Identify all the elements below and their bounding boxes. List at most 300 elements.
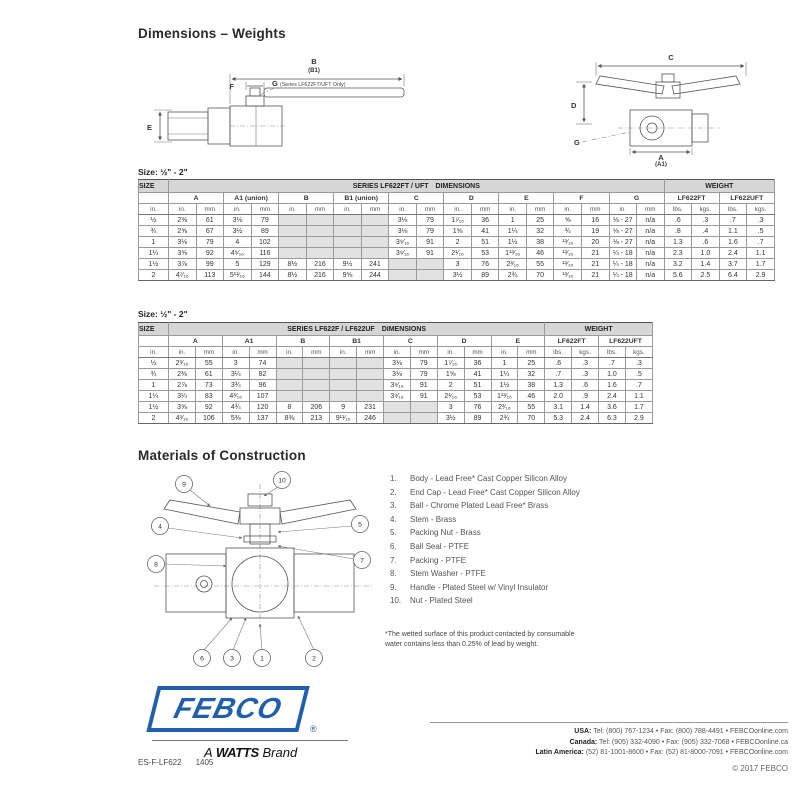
table-cell: 8: [276, 402, 303, 413]
table-header-cell: LF622FT: [664, 193, 719, 204]
table-cell: [303, 380, 330, 391]
table-cell: 3: [222, 358, 249, 369]
dimensions-table-lf622ft-uft: [138, 179, 775, 281]
table-cell: [279, 248, 307, 259]
table-cell: [416, 270, 444, 281]
table-cell: 1⅝: [437, 369, 464, 380]
table-header-cell: B1 (union): [334, 193, 389, 204]
table-cell: ½: [139, 215, 169, 226]
dim-label-g2: G: [574, 138, 580, 147]
table-cell: 2.5: [692, 270, 720, 281]
table-header-cell: kgs.: [692, 204, 720, 215]
table-cell: 21: [581, 270, 609, 281]
table-cell: 19: [581, 226, 609, 237]
table-cell: [361, 215, 389, 226]
table-cell: 2.4: [572, 413, 599, 424]
table-cell: 6.3: [599, 413, 626, 424]
table-cell: 1¼: [139, 391, 169, 402]
material-text: Ball Seal - PTFE: [410, 541, 470, 551]
table-cell: n/a: [637, 270, 665, 281]
table-header-cell: F: [554, 193, 609, 204]
table-cell: 2³⁄₁₆: [491, 402, 518, 413]
table-cell: 67: [196, 226, 224, 237]
table-cell: 3.2: [664, 259, 692, 270]
table-cell: 3½: [444, 270, 472, 281]
table-header-cell: lbs.: [599, 347, 626, 358]
table-cell: 89: [464, 413, 491, 424]
materials-list: [390, 472, 680, 608]
table-header-cell: G: [609, 193, 664, 204]
table-cell: 79: [416, 226, 444, 237]
table-cell: 2.4: [719, 248, 747, 259]
table-header-cell: SIZE: [139, 323, 169, 336]
material-text: Packing Nut - Brass: [410, 528, 481, 538]
table-cell: 36: [464, 358, 491, 369]
table-header-cell: in.: [139, 347, 169, 358]
dimensions-table: [138, 322, 653, 424]
table-cell: 1¹³⁄₁₆: [491, 391, 518, 402]
doc-revision: 1405: [195, 758, 214, 767]
table-cell: [303, 358, 330, 369]
table-cell: 4¾: [222, 402, 249, 413]
table-cell: 16: [581, 215, 609, 226]
table-cell: 1⁷⁄₁₆: [437, 358, 464, 369]
table-cell: 1⁷⁄₁₆: [444, 215, 472, 226]
table-cell: [276, 358, 303, 369]
table-cell: 36: [471, 215, 499, 226]
table-cell: 2¹⁄₁₆: [444, 248, 472, 259]
table-cell: 32: [526, 226, 554, 237]
table-cell: 3: [444, 259, 472, 270]
table-cell: 2⅞: [169, 380, 196, 391]
tagline-watts: WATTS: [215, 745, 259, 760]
logo-divider: [152, 740, 348, 741]
table-cell: .9: [572, 391, 599, 402]
table-cell: 79: [410, 358, 437, 369]
callout-4: 4: [158, 523, 162, 531]
table-header-cell: lbs.: [664, 204, 692, 215]
table-cell: 82: [249, 369, 276, 380]
table-cell: .5: [747, 226, 775, 237]
material-number: 4.: [390, 514, 397, 524]
tagline-a: A: [204, 745, 213, 760]
table-cell: 92: [196, 248, 224, 259]
table-cell: 76: [471, 259, 499, 270]
table-header-cell: D: [437, 336, 491, 347]
table-header-cell: in.: [499, 204, 527, 215]
table-header-cell: mm: [471, 204, 499, 215]
list-item: [390, 567, 680, 581]
material-text: Packing - PTFE: [410, 555, 467, 565]
table-cell: [334, 248, 362, 259]
footer-contact-block: [390, 727, 788, 774]
table-cell: 1: [491, 358, 518, 369]
table-header-cell: A: [169, 193, 224, 204]
table-cell: 5.6: [664, 270, 692, 281]
material-text: Ball - Chrome Plated Lead Free* Brass: [410, 501, 549, 511]
copyright-text: © 2017 FEBCO: [732, 763, 788, 773]
material-number: 8.: [390, 569, 397, 579]
table-cell: [334, 237, 362, 248]
table-cell: 21: [581, 248, 609, 259]
list-item: [390, 581, 680, 595]
table-cell: 1¼: [491, 369, 518, 380]
table-cell: 79: [196, 237, 224, 248]
table-cell: 53: [471, 248, 499, 259]
list-item: [390, 540, 680, 554]
table-cell: 8⅜: [276, 413, 303, 424]
table-cell: 51: [471, 237, 499, 248]
table-cell: [410, 413, 437, 424]
table-cell: [330, 380, 357, 391]
dim-label-b1: (B1): [308, 68, 320, 74]
material-text: End Cap - Lead Free* Cast Copper Silicon Alloy: [410, 487, 580, 497]
table-header-cell: mm: [195, 347, 222, 358]
table-cell: 213: [303, 413, 330, 424]
table-cell: .7: [625, 380, 652, 391]
table-cell: [416, 259, 444, 270]
table-row: [139, 369, 653, 380]
dim-label-a1: (A1): [655, 162, 667, 167]
table-cell: [306, 226, 334, 237]
table-header-cell: E: [499, 193, 554, 204]
table-cell: 46: [518, 391, 545, 402]
table-cell: 2.4: [599, 391, 626, 402]
table-cell: 116: [251, 248, 279, 259]
table-cell: .7: [599, 358, 626, 369]
table-header-cell: kgs.: [625, 347, 652, 358]
table-cell: ⅝: [554, 215, 582, 226]
material-number: 10.: [390, 596, 402, 606]
table-cell: 38: [518, 380, 545, 391]
table-cell: 1.6: [599, 380, 626, 391]
page-title: Dimensions – Weights: [138, 26, 286, 41]
table-cell: 1.1: [719, 226, 747, 237]
table-cell: 2.9: [747, 270, 775, 281]
table-cell: 46: [526, 248, 554, 259]
table-header-cell: mm: [357, 347, 384, 358]
footer-line-latin-america: [390, 748, 788, 759]
table-header-cell: mm: [306, 204, 334, 215]
table-cell: n/a: [637, 259, 665, 270]
table-cell: 2¾: [499, 270, 527, 281]
table-cell: [389, 270, 417, 281]
table-cell: 8½: [279, 270, 307, 281]
table-cell: 9⅝: [334, 270, 362, 281]
table-cell: 206: [303, 402, 330, 413]
table-cell: 96: [249, 380, 276, 391]
table-cell: 32: [518, 369, 545, 380]
table-cell: [384, 402, 411, 413]
table-header-cell: WEIGHT: [545, 323, 653, 336]
table-cell: 76: [464, 402, 491, 413]
footer-line-usa: [390, 727, 788, 738]
table-cell: [306, 248, 334, 259]
table-cell: 1½: [499, 237, 527, 248]
table-cell: 4: [224, 237, 252, 248]
table-cell: 8½: [279, 259, 307, 270]
table-cell: 1: [139, 380, 169, 391]
table-header-cell: LF622FT: [545, 336, 599, 347]
table-cell: 3½: [224, 226, 252, 237]
table-cell: 2: [444, 237, 472, 248]
table-cell: 41: [464, 369, 491, 380]
table-cell: [361, 226, 389, 237]
table-cell: n/a: [637, 215, 665, 226]
dimensions-table-lf622f-lf622uf: [138, 322, 653, 424]
table-header-cell: SERIES LF622FT / UFT DIMENSIONS: [169, 180, 665, 193]
table-cell: 3¼: [169, 391, 196, 402]
table-header-cell: LF622UFT: [719, 193, 774, 204]
table-cell: 83: [195, 391, 222, 402]
table-cell: 3¾: [222, 380, 249, 391]
table-cell: 38: [526, 237, 554, 248]
table-header-cell: kgs.: [572, 347, 599, 358]
table-cell: ¼ - 18: [609, 259, 637, 270]
table-header-cell: B: [279, 193, 334, 204]
table-cell: [303, 369, 330, 380]
table-cell: 2¾: [491, 413, 518, 424]
table-cell: ¹³⁄₁₆: [554, 270, 582, 281]
table-cell: 3½: [437, 413, 464, 424]
table-header-cell: A1 (union): [224, 193, 279, 204]
table-cell: 2³⁄₁₆: [499, 259, 527, 270]
table-cell: 1¼: [499, 226, 527, 237]
list-item: [390, 554, 680, 568]
table-header-cell: mm: [416, 204, 444, 215]
table-row: [139, 248, 775, 259]
table-header-cell: B1: [330, 336, 384, 347]
table-cell: 5⅜: [222, 413, 249, 424]
table-cell: 4⁹⁄₁₆: [224, 248, 252, 259]
list-item: [390, 513, 680, 527]
table-cell: ¾: [139, 226, 169, 237]
table-cell: 2.9: [625, 413, 652, 424]
list-item: [390, 472, 680, 486]
footer-line-canada: [390, 738, 788, 749]
table-cell: 91: [410, 380, 437, 391]
table-cell: [334, 226, 362, 237]
table-header-cell: SERIES LF622F / LF622UF DIMENSIONS: [169, 323, 545, 336]
dim-label-a: A: [658, 153, 664, 162]
table-cell: 55: [526, 259, 554, 270]
dim-label-g: G: [272, 79, 278, 88]
table-cell: 2⅝: [169, 226, 197, 237]
table-cell: .3: [625, 358, 652, 369]
table-cell: 79: [410, 369, 437, 380]
table-cell: .7: [545, 369, 572, 380]
registered-trademark-icon: ®: [310, 724, 317, 734]
table-cell: 3: [437, 402, 464, 413]
table-cell: 61: [195, 369, 222, 380]
footer-region-label: Latin America:: [535, 749, 584, 756]
footer-contact-text: (52) 81-1001-8600 • Fax: (52) 81-8000-7091 • FEBCOonline.com: [585, 749, 788, 756]
material-number: 3.: [390, 501, 397, 511]
table-cell: ¾: [554, 226, 582, 237]
material-text: Handle - Plated Steel w/ Vinyl Insulator: [410, 582, 549, 592]
table-cell: n/a: [637, 226, 665, 237]
table-row: [139, 215, 775, 226]
table-cell: 55: [518, 402, 545, 413]
table-header-cell: in.: [384, 347, 411, 358]
febco-logo-box: [146, 686, 309, 732]
table-header-cell: D: [444, 193, 499, 204]
table1-size-label: Size: ½" - 2": [138, 167, 188, 177]
table-header-cell: A1: [222, 336, 276, 347]
table-cell: .6: [545, 358, 572, 369]
table-cell: n/a: [637, 248, 665, 259]
table-cell: 25: [518, 358, 545, 369]
table-cell: 4³⁄₁₆: [169, 413, 196, 424]
table-header-cell: mm: [251, 204, 279, 215]
table-cell: 1.0: [599, 369, 626, 380]
table-row: [139, 413, 653, 424]
table-cell: .8: [664, 226, 692, 237]
table-cell: 3.6: [599, 402, 626, 413]
table-header-cell: lbs.: [545, 347, 572, 358]
material-number: 5.: [390, 528, 397, 538]
table-cell: 2¹⁄₁₆: [437, 391, 464, 402]
table-header-cell: in.: [444, 204, 472, 215]
table-cell: [279, 226, 307, 237]
table-cell: [357, 380, 384, 391]
table-cell: 51: [464, 380, 491, 391]
table-cell: [330, 369, 357, 380]
febco-logo-text: FEBCO: [170, 692, 286, 725]
table-cell: 70: [526, 270, 554, 281]
table-cell: 3⅛: [224, 215, 252, 226]
table-cell: .3: [692, 215, 720, 226]
table-cell: [276, 380, 303, 391]
dim-label-c: C: [668, 53, 674, 62]
table-cell: 41: [471, 226, 499, 237]
table-cell: 3⅛: [384, 369, 411, 380]
table-cell: 5¹¹⁄₁₆: [224, 270, 252, 281]
table-cell: 3⅞: [169, 259, 197, 270]
table-cell: [276, 369, 303, 380]
footer-contact-text: Tel: (800) 767-1234 • Fax: (800) 788-4491 • FEBCOonline.com: [593, 728, 788, 735]
table-cell: 244: [361, 270, 389, 281]
table-cell: 91: [416, 248, 444, 259]
table-row: [139, 237, 775, 248]
table-cell: 3¼: [222, 369, 249, 380]
table-cell: .3: [572, 369, 599, 380]
table-cell: 79: [416, 215, 444, 226]
table-cell: 3⅛: [169, 237, 197, 248]
table-header-cell: lbs.: [719, 204, 747, 215]
lead-free-footnote: *The wetted surface of this product contacted by consumable water contains less than 0.25% of lead by weight.: [385, 631, 575, 648]
callout-1: 1: [260, 655, 264, 663]
material-number: 2.: [390, 487, 397, 497]
table-cell: 9¹¹⁄₁₆: [330, 413, 357, 424]
table-cell: 92: [195, 402, 222, 413]
table-cell: 2⅜: [169, 215, 197, 226]
table-cell: 129: [251, 259, 279, 270]
table-cell: [361, 237, 389, 248]
table-cell: ⅛ - 27: [609, 226, 637, 237]
watts-brand-tagline: [204, 745, 362, 760]
table-header-cell: C: [389, 193, 444, 204]
table-header-cell: mm: [361, 204, 389, 215]
table-cell: 2³⁄₁₆: [169, 358, 196, 369]
table-cell: 1.1: [625, 391, 652, 402]
table-cell: 20: [581, 237, 609, 248]
table-cell: 216: [306, 270, 334, 281]
list-item: [390, 526, 680, 540]
table-cell: .6: [664, 215, 692, 226]
table-row: [139, 226, 775, 237]
table-header-cell: in.: [330, 347, 357, 358]
table-cell: .3: [572, 358, 599, 369]
list-item: [390, 486, 680, 500]
table-cell: [330, 358, 357, 369]
table-header-cell: in.: [169, 204, 197, 215]
table-cell: 70: [518, 413, 545, 424]
table-header-cell: in.: [169, 347, 196, 358]
table-cell: 1.3: [545, 380, 572, 391]
material-text: Nut - Plated Steel: [410, 596, 473, 606]
table-cell: ⅛ - 27: [609, 237, 637, 248]
table-cell: 2⅜: [169, 369, 196, 380]
table-cell: 1.4: [692, 259, 720, 270]
table-cell: .3: [747, 215, 775, 226]
table-cell: [306, 215, 334, 226]
table-header-cell: C: [384, 336, 438, 347]
table-header-cell: [139, 336, 169, 347]
table-cell: ⅛ - 27: [609, 215, 637, 226]
table-cell: 4⁷⁄₁₆: [169, 270, 197, 281]
table-row: [139, 270, 775, 281]
table-header-cell: in.: [276, 347, 303, 358]
table-header-cell: A: [169, 336, 223, 347]
table-cell: 25: [526, 215, 554, 226]
table-row: [139, 380, 653, 391]
callout-3: 3: [230, 655, 234, 663]
table-cell: 61: [196, 215, 224, 226]
valve-end-view-drawing: [568, 52, 768, 167]
table-cell: 120: [249, 402, 276, 413]
callout-2: 2: [312, 655, 316, 663]
table-header-cell: mm: [518, 347, 545, 358]
table-cell: 9: [330, 402, 357, 413]
table-cell: 1¼: [139, 248, 169, 259]
table-header-cell: in.: [554, 204, 582, 215]
table-cell: 107: [249, 391, 276, 402]
table-cell: 1: [499, 215, 527, 226]
callout-8: 8: [154, 561, 158, 569]
table-cell: 3⁹⁄₁₆: [384, 391, 411, 402]
table-header-cell: in.: [334, 204, 362, 215]
table-cell: 2: [139, 413, 169, 424]
table-header-cell: in.: [609, 204, 637, 215]
dim-label-b: B: [311, 57, 317, 66]
table-cell: 3⅛: [384, 358, 411, 369]
table-header-cell: E: [491, 336, 545, 347]
table-row: [139, 402, 653, 413]
footer-contact-text: Tel: (905) 332-4090 • Fax: (905) 332-7068 • FEBCOonline.ca: [599, 738, 788, 746]
table-cell: 9½: [334, 259, 362, 270]
table-cell: ¹³⁄₁₆: [554, 248, 582, 259]
table-cell: 2: [139, 270, 169, 281]
febco-logo: [152, 686, 362, 760]
table-cell: 3⅝: [169, 248, 197, 259]
table-header-cell: in.: [491, 347, 518, 358]
callout-10: 10: [278, 477, 286, 485]
table-cell: [384, 413, 411, 424]
table-header-cell: mm: [249, 347, 276, 358]
table-cell: 1⅝: [444, 226, 472, 237]
table-header-cell: mm: [526, 204, 554, 215]
